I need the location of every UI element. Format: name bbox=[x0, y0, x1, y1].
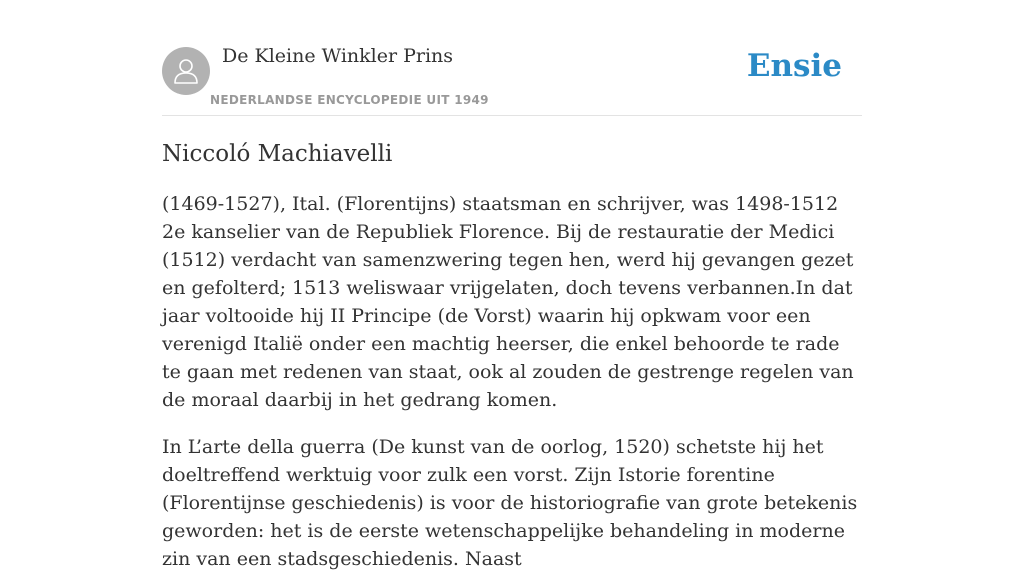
user-icon bbox=[171, 56, 201, 86]
source-title[interactable]: De Kleine Winkler Prins bbox=[222, 45, 454, 67]
ensie-logo[interactable]: Ensie bbox=[746, 48, 842, 84]
source-avatar[interactable] bbox=[162, 47, 210, 95]
source-subtitle: NEDERLANDSE ENCYCLOPEDIE UIT 1949 bbox=[210, 93, 489, 107]
article-title: Niccoló Machiavelli bbox=[162, 141, 393, 167]
source-header bbox=[162, 0, 862, 116]
article-paragraph: In L’arte della guerra (De kunst van de oorlog, 1520) schetste hij het doeltreffend werktuig voor zulk een vorst. Zijn Istorie forentine (Florentijnse geschiedenis) is voor de historiografie van grote betekenis geworden: het is de eerste wetenschappelijke behandeling in moderne zin van een stadsgeschiedenis. Naast bbox=[162, 436, 858, 570]
article bbox=[162, 138, 862, 573]
article-paragraph: (1469-1527), Ital. (Florentijns) staatsman en schrijver, was 1498-1512 2e kanselier van de Republiek Florence. Bij de restauratie der Medici (1512) verdacht van samenzwering tegen hen, werd hij gevangen gezet en gefolterd; 1513 weliswaar vrijgelaten, doch tevens verbannen.In dat jaar voltooide hij II Principe (de Vorst) waarin hij opkwam voor een verenigd Italië onder een machtig heerser, die enkel behoorde te rade te gaan met redenen van staat, ook al zouden de gestrenge regelen van de moraal daarbij in het gedrang komen. bbox=[162, 193, 854, 411]
